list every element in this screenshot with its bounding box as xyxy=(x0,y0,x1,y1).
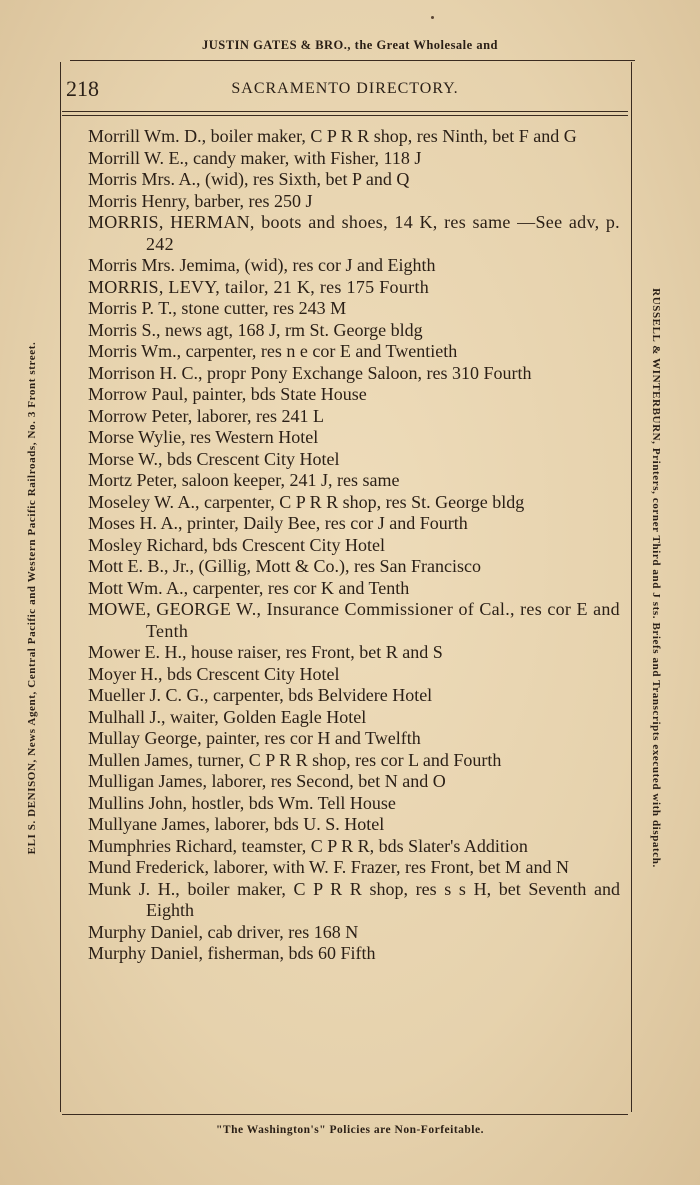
directory-entry: Morris P. T., stone cutter, res 243 M xyxy=(88,298,347,318)
header-rule xyxy=(62,111,628,112)
right-margin-advertisement: RUSSELL & WINTERBURN, Printers, corner Third and J sts. Briefs and Transcripts executed with dispatch. xyxy=(650,288,662,868)
directory-entry: Mott Wm. A., carpenter, res cor K and Tenth xyxy=(88,577,410,598)
ink-speck xyxy=(431,16,434,19)
directory-entry: MORRIS, HERMAN, boots and shoes, 14 K, res same —See adv, p. 242 xyxy=(88,212,620,254)
directory-entry: Morris Mrs. Jemima, (wid), res cor J and Eighth xyxy=(88,255,436,275)
directory-entry: MORRIS, LEVY, tailor, 21 K, res 175 Fourth xyxy=(88,276,430,297)
directory-entry: Morse W., bds Crescent City Hotel xyxy=(88,448,340,469)
directory-entry: Murphy Daniel, cab driver, res 168 N xyxy=(88,921,359,942)
directory-entry: Morrill Wm. D., boiler maker, C P R R shop, res Ninth, bet F and G xyxy=(88,126,577,146)
directory-entry: Morris Wm., carpenter, res n e cor E and Twentieth xyxy=(88,341,458,361)
page-header xyxy=(62,76,628,104)
running-title: SACRAMENTO DIRECTORY. xyxy=(231,80,459,97)
directory-entry: Mosley Richard, bds Crescent City Hotel xyxy=(88,534,385,555)
directory-entry: Mott E. B., Jr., (Gillig, Mott & Co.), res San Francisco xyxy=(88,556,481,576)
directory-entry: Mortz Peter, saloon keeper, 241 J, res same xyxy=(88,470,400,490)
directory-entry: Morrison H. C., propr Pony Exchange Saloon, res 310 Fourth xyxy=(88,362,532,383)
top-rule xyxy=(70,60,635,61)
directory-entry: Mower E. H., house raiser, res Front, bet R and S xyxy=(88,642,443,662)
directory-entries xyxy=(88,126,620,965)
directory-entry: Mullins John, hostler, bds Wm. Tell House xyxy=(88,792,396,813)
directory-entry: Morrow Peter, laborer, res 241 L xyxy=(88,405,324,426)
directory-entry: Munk J. H., boiler maker, C P R R shop, res s s H, bet Seventh and Eighth xyxy=(88,878,620,920)
directory-entry: Mumphries Richard, teamster, C P R R, bds Slater's Addition xyxy=(88,835,528,856)
directory-entry: Morrill W. E., candy maker, with Fisher, 118 J xyxy=(88,147,422,168)
top-advertisement: JUSTIN GATES & BRO., the Great Wholesale and xyxy=(202,38,498,52)
bottom-rule xyxy=(62,1114,628,1115)
bottom-advertisement: "The Washington's" Policies are Non-Forfeitable. xyxy=(216,1124,484,1136)
directory-entry: Morris Mrs. A., (wid), res Sixth, bet P and Q xyxy=(88,169,410,189)
directory-entry: Mulhall J., waiter, Golden Eagle Hotel xyxy=(88,706,367,727)
directory-entry: Mueller J. C. G., carpenter, bds Belvidere Hotel xyxy=(88,685,433,705)
directory-entry: Morris Henry, barber, res 250 J xyxy=(88,190,313,211)
directory-entry: Morrow Paul, painter, bds State House xyxy=(88,384,367,404)
directory-entry: Mullay George, painter, res cor H and Twelfth xyxy=(88,728,421,748)
directory-entry: Morris S., news agt, 168 J, rm St. George bldg xyxy=(88,319,423,340)
directory-entry: MOWE, GEORGE W., Insurance Commissioner of Cal., res cor E and Tenth xyxy=(88,599,620,641)
directory-entry: Moseley W. A., carpenter, C P R R shop, res St. George bldg xyxy=(88,491,525,512)
directory-entry: Mund Frederick, laborer, with W. F. Frazer, res Front, bet M and N xyxy=(88,857,570,877)
directory-entry: Murphy Daniel, fisherman, bds 60 Fifth xyxy=(88,943,376,963)
left-margin-advertisement: ELI S. DENISON, News Agent, Central Pacific and Western Pacific Railroads, No. 3 Front street. xyxy=(26,341,38,855)
directory-entry: Mullyane James, laborer, bds U. S. Hotel xyxy=(88,814,385,834)
header-rule-thin xyxy=(62,115,628,116)
directory-entry: Moyer H., bds Crescent City Hotel xyxy=(88,663,340,684)
directory-entry: Mulligan James, laborer, res Second, bet N and O xyxy=(88,771,446,791)
directory-entry: Morse Wylie, res Western Hotel xyxy=(88,427,319,447)
directory-entry: Moses H. A., printer, Daily Bee, res cor J and Fourth xyxy=(88,513,468,533)
directory-entry: Mullen James, turner, C P R R shop, res cor L and Fourth xyxy=(88,749,502,770)
page-number: 218 xyxy=(66,76,99,101)
